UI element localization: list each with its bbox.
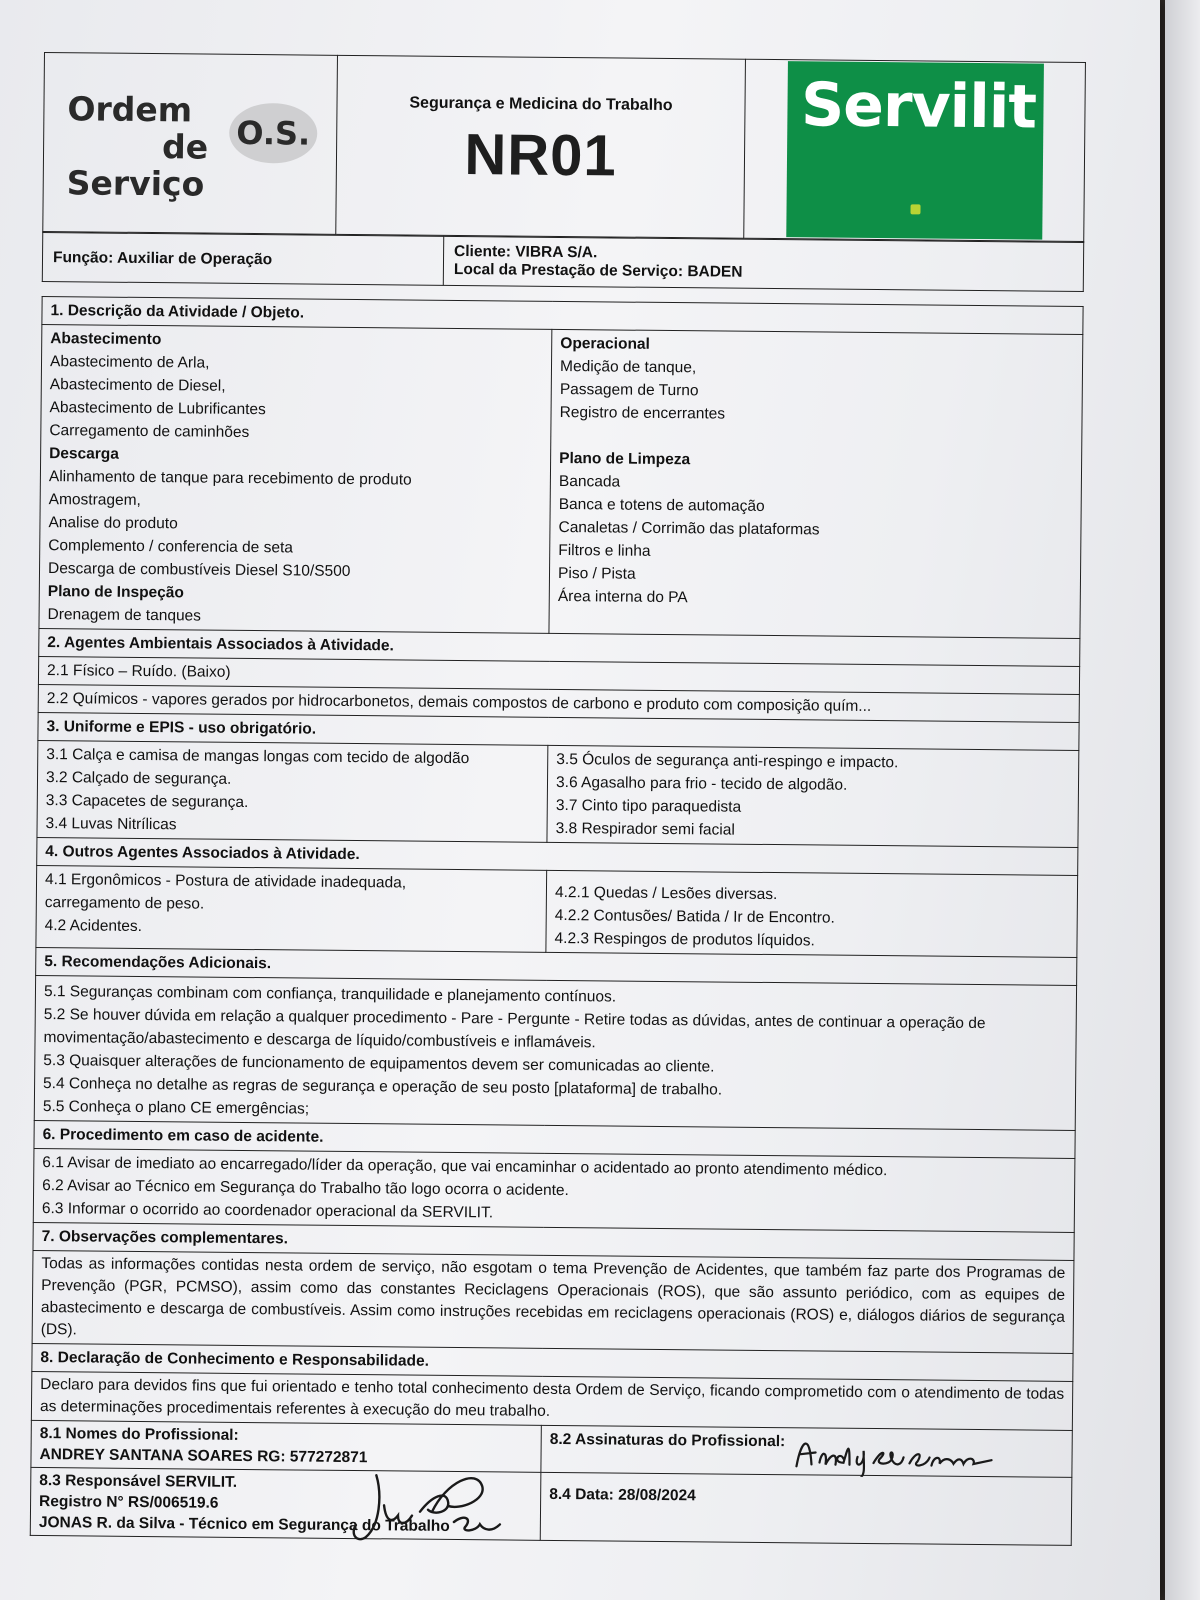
service-order-form: [30, 52, 1086, 1546]
s6-heading: 6. Procedimento em caso de acidente.: [34, 1120, 1075, 1158]
list-item: Operacional: [560, 334, 650, 353]
list-item: Medição de tanque,: [560, 357, 697, 377]
nr-code: NR01: [464, 121, 617, 189]
list-item: Plano de Inspeção: [47, 583, 185, 602]
s8-text: Declaro para devidos fins que fui orientado e tenho total conhecimento desta Ordem de Serviço, ficando comprometido com o atendimento de todas as determinações procedimentais referentes à execução do meu trabalho.: [31, 1371, 1072, 1430]
nr-subtitle: Segurança e Medicina do Trabalho: [409, 94, 673, 114]
list-item: Passagem de Turno: [559, 380, 699, 400]
list-item: 4.2.3 Respingos de produtos líquidos.: [554, 929, 815, 950]
list-item: Plano de Limpeza: [559, 449, 691, 469]
list-item: Abastecimento de Arla,: [49, 353, 210, 372]
s3-left: [37, 740, 548, 842]
header-table: [42, 52, 1086, 242]
s1-left: [39, 324, 552, 633]
list-item: 3.5 Óculos de segurança anti-respingo e impacto.: [556, 750, 899, 772]
s8-data: 8.4 Data: 28/08/2024: [540, 1472, 1072, 1545]
list-item: 4.2.1 Quedas / Lesões diversas.: [554, 883, 778, 904]
os-title: Ordem de Serviço: [66, 88, 209, 204]
list-item: Filtros e linha: [558, 541, 651, 560]
list-item: 5.2 Se houver dúvida em relação a qualquer procedimento - Pare - Pergunte - Retire todas as dúvidas, antes de continuar a operação de movimentação/abastecimento e descarga de líquido/combustíveis e inflamáveis.: [43, 1006, 986, 1052]
cliente-local: [443, 236, 1083, 291]
s3-right: [547, 745, 1079, 847]
cliente: Cliente: VIBRA S/A.: [454, 242, 598, 262]
list-item: Alinhamento de tanque para recebimento de produto: [48, 468, 412, 489]
s4-heading: 4. Outros Agentes Associados à Atividade.: [37, 837, 1078, 875]
list-item: Banca e totens de automação: [558, 495, 765, 515]
list-item: Amostragem,: [48, 491, 141, 509]
list-item: Descarga de combustíveis Diesel S10/S500: [47, 560, 351, 580]
brand-cell: [744, 59, 1086, 241]
list-item: 3.7 Cinto tipo paraquedista: [555, 796, 742, 816]
list-item: 4.2 Acidentes.: [44, 917, 143, 935]
registro: Registro N° RS/006519.6: [39, 1493, 219, 1512]
s2-item-2: 2.2 Químicos - vapores gerados por hidrocarbonetos, demais compostos de carbono e produto com composição quím...: [38, 684, 1079, 722]
list-item: Drenagem de tanques: [47, 606, 202, 625]
local: Local da Prestação de Serviço: BADEN: [453, 260, 743, 281]
list-item: Registro de encerrantes: [559, 403, 726, 423]
os-badge: O.S.: [229, 103, 318, 164]
list-item: 5.5 Conheça o plano CE emergências;: [42, 1098, 310, 1118]
list-item: 6.2 Avisar ao Técnico em Segurança do Trabalho tão logo ocorra o acidente.: [42, 1177, 569, 1200]
s4-right: [546, 870, 1078, 957]
list-item: 3.8 Respirador semi facial: [555, 819, 735, 839]
s2-heading: 2. Agentes Ambientais Associados à Atividade.: [39, 628, 1080, 666]
s7-heading: 7. Observações complementares.: [33, 1222, 1074, 1260]
list-item: 3.3 Capacetes de segurança.: [45, 792, 249, 811]
servilit-logo: Servilit: [786, 61, 1044, 239]
next-page-edge: [1165, 0, 1200, 1600]
s3-heading: 3. Uniforme e EPIS - uso obrigatório.: [38, 712, 1079, 750]
s1-right: [549, 329, 1083, 638]
responsavel-nome: JONAS R. da Silva - Técnico em Segurança do Trabalho: [38, 1514, 450, 1535]
s6-body: [33, 1148, 1075, 1232]
nr-title-cell: [336, 55, 746, 238]
os-logo: [43, 53, 338, 235]
s2-item-1: 2.1 Físico – Ruído. (Baixo): [38, 656, 1079, 694]
list-item: 3.6 Agasalho para frio - tecido de algodão.: [556, 773, 848, 794]
list-item: Abastecimento de Diesel,: [49, 376, 226, 395]
list-item: Canaletas / Corrimão das plataformas: [558, 518, 820, 539]
list-item: Bancada: [558, 472, 621, 491]
profissional-nome: ANDREY SANTANA SOARES RG: 577272871: [39, 1446, 368, 1467]
list-item: 3.4 Luvas Nitrílicas: [45, 815, 177, 834]
s8-heading: 8. Declaração de Conhecimento e Responsabilidade.: [32, 1343, 1073, 1381]
s8-nome: 8.1 Nomes do Profissional: ANDREY SANTANA SOARES RG: 577272871: [31, 1420, 542, 1472]
list-item: 5.3 Quaisquer alterações de funcionamento de equipamentos devem ser comunicadas ao cliente.: [43, 1052, 715, 1076]
list-item: 4.2.2 Contusões/ Batida / Ir de Encontro.: [554, 906, 835, 927]
list-item: 3.2 Calçado de segurança.: [45, 769, 232, 788]
s1-heading: 1. Descrição da Atividade / Objeto.: [42, 296, 1083, 334]
list-item: 6.1 Avisar de imediato ao encarregado/líder da operação, que vai encaminhar o acidentado ao pronto atendimento médico.: [42, 1154, 888, 1180]
list-item: Piso / Pista: [558, 564, 636, 583]
list-item: carregamento de peso.: [44, 894, 205, 913]
list-item: 5.4 Conheça no detalhe as regras de segurança e operação de seu posto [plataforma] de trabalho.: [43, 1075, 723, 1099]
sections-table: [30, 296, 1084, 1546]
list-item: 6.3 Informar o ocorrido ao coordenador operacional da SERVILIT.: [41, 1200, 494, 1222]
list-item: Complemento / conferencia de seta: [48, 537, 294, 557]
s5-heading: 5. Recomendações Adicionais.: [36, 947, 1077, 985]
s4-left: [36, 865, 547, 952]
list-item: Analise do produto: [48, 514, 178, 533]
list-item: 3.1 Calça e camisa de mangas longas com tecido de algodão: [46, 746, 470, 768]
funcao: Função: Auxiliar de Operação: [42, 232, 443, 285]
list-item: Abastecimento: [50, 330, 162, 349]
s5-body: [34, 975, 1076, 1130]
s7-text: Todas as informações contidas nesta ordem de serviço, não esgotam o tema Prevenção de Acidentes, que também faz parte dos Programas de Prevenção (PGR, PCMSO), assim como das constantes Reciclagens Operacionais (ROS), que são assunto periódico, com as equipes de abastecimento e descarga de combustíveis. Assim como instruções recebidas em reciclagens operacionais (ROS) e, diálogos diários de segurança (DS).: [32, 1250, 1074, 1353]
list-item: 4.1 Ergonômicos - Postura de atividade inadequada,: [44, 871, 407, 892]
list-item: Carregamento de caminhões: [49, 422, 250, 441]
s8-assinatura: 8.2 Assinaturas do Profissional:: [541, 1425, 1072, 1477]
list-item: Descarga: [49, 445, 120, 463]
list-item: Área interna do PA: [557, 587, 688, 607]
list-item: Abastecimento de Lubrificantes: [49, 399, 266, 419]
list-item: 5.1 Seguranças combinam com confiança, tranquilidade e planejamento contínuos.: [43, 983, 617, 1006]
s8-responsavel: 8.3 Responsável SERVILIT. Registro N° RS/006519.6 JONAS R. da Silva - Técnico em Segurança do Trabalho: [30, 1467, 541, 1540]
